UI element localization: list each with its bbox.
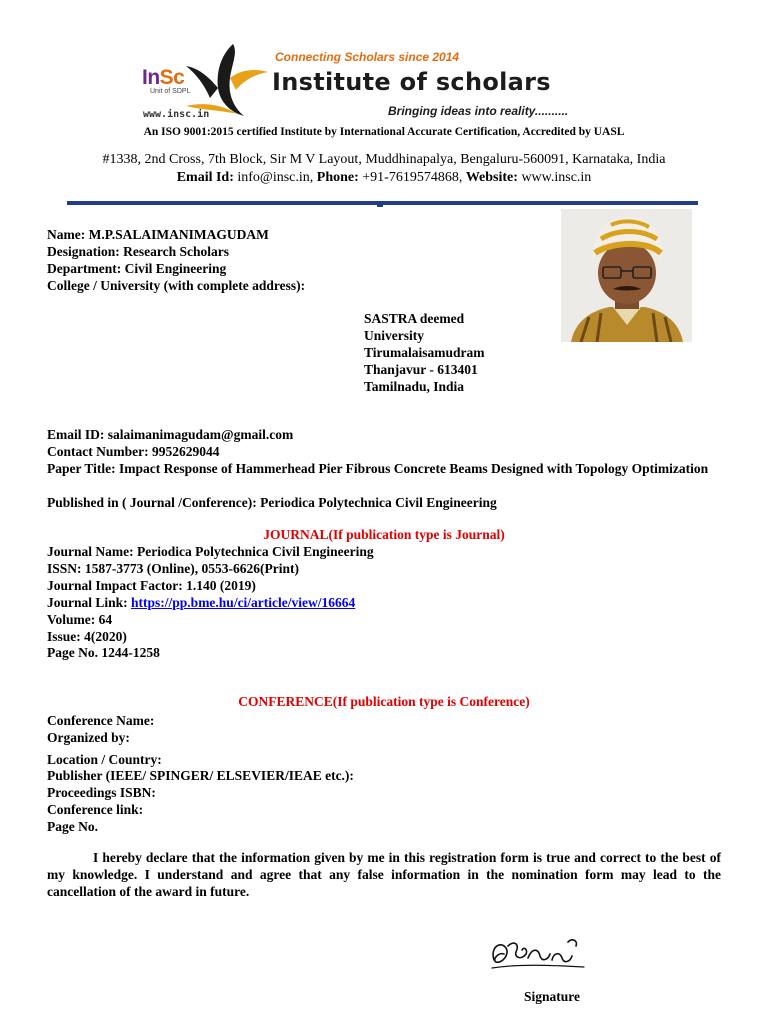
applicant-portrait-image <box>561 209 692 342</box>
journal-impact-factor: Journal Impact Factor: 1.140 (2019) <box>47 578 256 593</box>
conference-pages: Page No. <box>47 819 98 834</box>
conference-link: Conference link: <box>47 802 144 817</box>
website-value: www.insc.in <box>517 170 592 185</box>
phone-label: Phone: <box>316 170 359 185</box>
applicant-name: Name: M.P.SALAIMANIMAGUDAM <box>47 227 269 242</box>
logo-wordmark: InSc <box>142 66 185 89</box>
college-label: College / University (with complete address): <box>47 278 306 293</box>
journal-name: Journal Name: Periodica Polytechnica Civil Engineering <box>47 544 374 559</box>
conference-organized-by: Organized by: <box>47 730 130 745</box>
tagline-top: Connecting Scholars since 2014 <box>275 50 460 64</box>
college-address-line: SASTRA deemed <box>364 311 465 326</box>
website-label: Website: <box>465 170 518 185</box>
college-address-line: Thanjavur - 613401 <box>364 362 478 377</box>
handwritten-signature-image <box>488 934 588 974</box>
conference-location: Location / Country: <box>47 752 162 767</box>
journal-section-heading: JOURNAL(If publication type is Journal) <box>263 527 505 542</box>
conference-name: Conference Name: <box>47 713 155 728</box>
journal-link-row <box>47 594 355 611</box>
institute-contact-line <box>0 170 768 186</box>
conference-isbn: Proceedings ISBN: <box>47 785 156 800</box>
college-address-line: Tamilnadu, India <box>364 379 465 394</box>
header-divider-mark <box>377 205 383 207</box>
logo-website: www.insc.in <box>143 109 210 120</box>
logo-subtitle: Unit of SDPL <box>150 88 191 95</box>
college-address-line: Tirumalaisamudram <box>364 345 485 360</box>
applicant-contact: Contact Number: 9952629044 <box>47 444 220 459</box>
applicant-email: Email ID: salaimanimagudam@gmail.com <box>47 427 294 442</box>
applicant-department: Department: Civil Engineering <box>47 261 227 276</box>
email-label: Email Id: <box>176 170 234 185</box>
declaration-text: I hereby declare that the information given by me in this registration form is true and correct to the best of my knowledge. I understand and agree that any false information in the nomination form may lead to the cancellation of the award in future. <box>47 850 721 899</box>
conference-publisher: Publisher (IEEE/ SPINGER/ ELSEVIER/IEAE etc.): <box>47 768 354 783</box>
paper-title: Paper Title: Impact Response of Hammerhead Pier Fibrous Concrete Beams Designed with Topology Optimization <box>47 461 709 476</box>
institute-address: #1338, 2nd Cross, 7th Block, Sir M V Layout, Muddhinapalya, Bengaluru-560091, Karnataka, India <box>102 152 666 167</box>
phone-value: +91-7619574868, <box>358 170 466 185</box>
applicant-photo <box>561 209 692 342</box>
journal-issn: ISSN: 1587-3773 (Online), 0553-6626(Print) <box>47 561 299 576</box>
published-in: Published in ( Journal /Conference): Periodica Polytechnica Civil Engineering <box>47 495 497 510</box>
institute-name: Institute of scholars <box>272 68 551 96</box>
conference-section-heading: CONFERENCE(If publication type is Conference) <box>238 694 530 709</box>
email-value: info@insc.in, <box>233 170 317 185</box>
journal-issue: Issue: 4(2020) <box>47 629 127 644</box>
journal-volume: Volume: 64 <box>47 612 113 627</box>
journal-link-label: Journal Link: <box>47 595 132 610</box>
college-address-line: University <box>364 328 424 343</box>
iso-certification-line: An ISO 9001:2015 certified Institute by International Accurate Certification, Accredited by UASL <box>143 126 625 138</box>
signature-label: Signature <box>524 989 581 1004</box>
applicant-designation: Designation: Research Scholars <box>47 244 229 259</box>
journal-link[interactable]: https://pp.bme.hu/ci/article/view/16664 <box>131 595 356 610</box>
tagline-bottom: Bringing ideas into reality.......... <box>388 104 569 118</box>
journal-pages: Page No. 1244-1258 <box>47 645 160 660</box>
